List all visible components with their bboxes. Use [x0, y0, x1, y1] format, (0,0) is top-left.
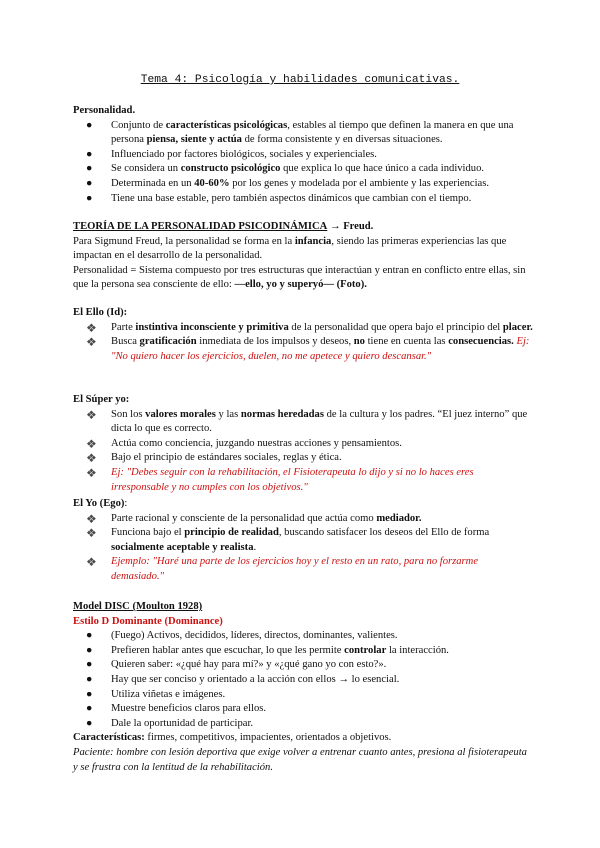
heading-teoria: TEORÍA DE LA PERSONALIDAD PSICODINÁMICA → Freud.: [73, 221, 374, 232]
list-item: ❖ Son los valores morales y las normas heredadas de la cultura y los padres. “El juez interno” que dicta lo que es correcto.: [86, 407, 528, 435]
bullet-icon: ●: [86, 673, 93, 685]
diamond-bullet-icon: ❖: [86, 436, 97, 451]
heading-yo: El Yo (Ego):: [73, 498, 128, 509]
diamond-bullet-icon: ❖: [86, 407, 97, 422]
section-disc: [73, 600, 533, 775]
diamond-bullet-icon: ❖: [86, 526, 97, 541]
list-item: ● Utiliza viñetas e imágenes.: [73, 688, 533, 703]
section-personalidad: [73, 104, 533, 206]
bullet-icon: ●: [86, 119, 93, 131]
diamond-bullet-icon: ❖: [86, 451, 97, 466]
bullet-icon: ●: [86, 192, 93, 204]
list-item: ❖ Funciona bajo el principio de realidad, buscando satisfacer los deseos del Ello de forma socialmente aceptable y realista.: [86, 526, 490, 553]
diamond-bullet-icon: ❖: [86, 320, 97, 335]
paragraph: Personalidad = Sistema compuesto por tres estructuras que interactúan y entran en conflicto entre ellas, sin que la persona sea consciente de ello: —ello, yo y superyó— (Foto).: [73, 264, 526, 291]
diamond-bullet-icon: ❖: [86, 335, 97, 350]
list-item: ● Hay que ser conciso y orientado a la acción con ellos → lo esencial.: [73, 673, 533, 688]
section-ello: [73, 306, 533, 364]
bullet-icon: ●: [86, 177, 93, 189]
list-item: ❖ Busca gratificación inmediata de los impulsos y deseos, no tiene en cuenta las consecuencias. Ej: "No quiero hacer los ejercicios, duelen, no me apetece y quiero descansar.": [86, 335, 530, 362]
list-item: ❖ Ej: "Debes seguir con la rehabilitación, el Fisioterapeuta lo dijo y si no lo haces eres irresponsable y no cumples con los objetivos.": [86, 465, 474, 493]
bullet-icon: ●: [86, 688, 93, 700]
document-title: Tema 4: Psicología y habilidades comunicativas.: [140, 74, 460, 86]
list-item: ❖ Parte racional y consciente de la personalidad que actúa como mediador.: [86, 511, 422, 526]
section-teoria: [73, 220, 533, 293]
list-item: ● Prefieren hablar antes que escuchar, lo que les permite controlar la interacción.: [73, 644, 533, 659]
heading-ello: El Ello (Id):: [73, 307, 128, 318]
list-item: ● Tiene una base estable, pero también aspectos dinámicos que cambian con el tiempo.: [73, 192, 533, 207]
personalidad-list: [73, 119, 533, 207]
list-item: ● Quieren saber: «¿qué hay para mí?» y «¿qué gano yo con esto?».: [73, 658, 533, 673]
list-item: ● Influenciado por factores biológicos, sociales y experienciales.: [73, 148, 533, 163]
list-item: ● Determinada en un 40-60% por los genes y modelada por el ambiente y las experiencias.: [73, 177, 533, 192]
bullet-icon: ●: [86, 659, 93, 671]
bullet-icon: ●: [86, 148, 93, 160]
list-item: ● (Fuego) Activos, decididos, líderes, directos, dominantes, valientes.: [73, 629, 533, 644]
paciente-example: Paciente: hombre con lesión deportiva que exige volver a entrenar cuanto antes, presiona al fisioterapeuta y se frustra con la lentitud de la rehabilitación.: [73, 746, 527, 773]
bullet-icon: ●: [86, 703, 93, 715]
diamond-bullet-icon: ❖: [86, 555, 97, 570]
list-item: ❖ Ejemplo: "Haré una parte de los ejercicios hoy y el resto en un rato, para no forzarme demasiado.": [86, 555, 479, 582]
list-item: ● Muestre beneficios claros para ellos.: [73, 702, 533, 717]
bullet-icon: ●: [86, 630, 93, 642]
bullet-icon: ●: [86, 717, 93, 729]
heading-superyo: El Súper yo:: [73, 394, 130, 405]
list-item: ● Se considera un constructo psicológico que explica lo que hace único a cada individuo.: [73, 162, 533, 177]
section-superyo: [73, 393, 533, 495]
bullet-icon: ●: [86, 163, 93, 175]
paragraph: Para Sigmund Freud, la personalidad se forma en la infancia, siendo las primeras experiencias las que impactan en el desarrollo de la personalidad.: [73, 235, 507, 262]
bullet-icon: ●: [86, 644, 93, 656]
list-item: ❖ Parte instintiva inconsciente y primitiva de la personalidad que opera bajo el principio del placer.: [86, 320, 533, 335]
diamond-bullet-icon: ❖: [86, 465, 97, 480]
caracteristicas: Características: firmes, competitivos, impacientes, orientados a objetivos.: [73, 732, 392, 744]
list-item: ❖ Actúa como conciencia, juzgando nuestras acciones y pensamientos.: [86, 436, 402, 451]
list-item: ● Conjunto de características psicológicas, estables al tiempo que definen la manera en que una persona piensa, siente y actúa de forma consistente y en diversas situaciones.: [86, 119, 514, 146]
subheading-estilo-d: Estilo D Dominante (Dominance): [73, 615, 223, 627]
heading-personalidad: Personalidad.: [73, 105, 136, 116]
list-item: ❖ Bajo el principio de estándares sociales, reglas y ética.: [86, 451, 342, 466]
section-yo: [73, 497, 533, 585]
heading-disc: Model DISC (Moulton 1928): [73, 601, 203, 612]
list-item: ● Dale la oportunidad de participar.: [73, 717, 533, 732]
diamond-bullet-icon: ❖: [86, 511, 97, 526]
